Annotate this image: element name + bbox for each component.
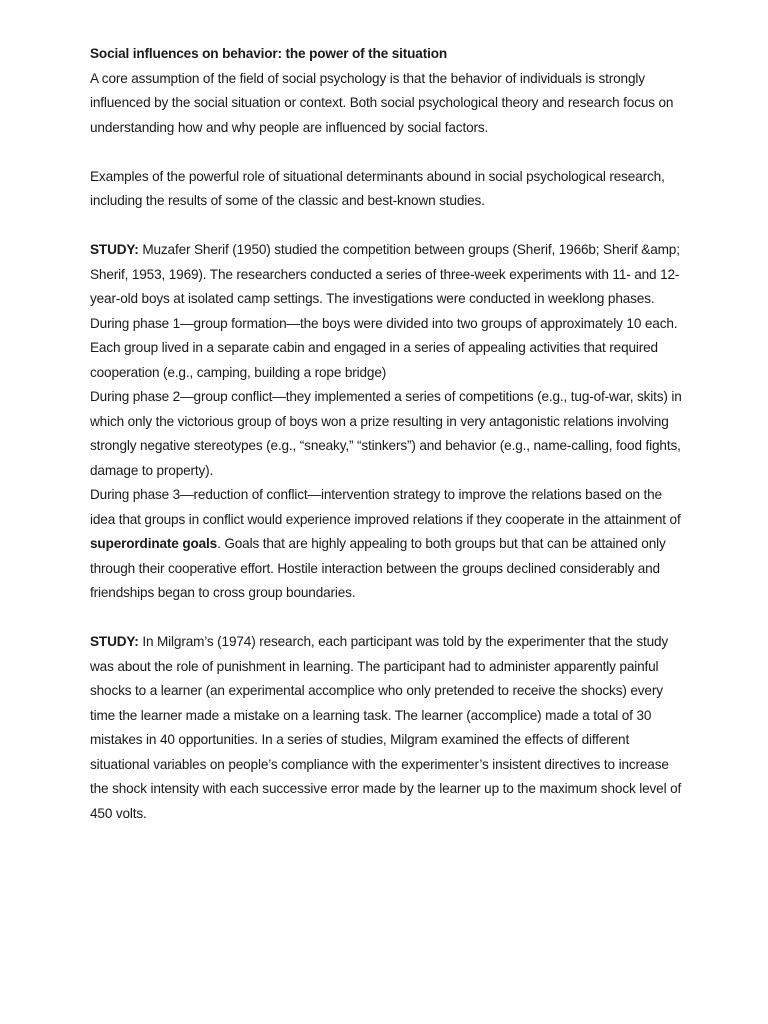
phase-3-paragraph (90, 483, 690, 606)
superordinate-goals-term: superordinate goals (90, 536, 218, 551)
phase-3-text-continued: . Goals that are highly appealing to both groups but that can be attained only through their cooperative effort. Hostile interaction between the groups declined considerably and friendships began to cross group boundaries. (90, 536, 666, 600)
paragraph-spacer (90, 140, 690, 165)
study-label: STUDY: (90, 242, 139, 257)
study-sherif-text: Muzafer Sherif (1950) studied the competition between groups (Sherif, 1966b; Sherif &amp; Sherif, 1953, 1969). The researchers conducted a series of three-week experiments with 11- and 12-year-old boys at isolated camp settings. The investigations were conducted in weeklong phases. (90, 242, 680, 306)
paragraph-spacer (90, 606, 690, 631)
study-milgram-paragraph (90, 630, 690, 826)
examples-paragraph: Examples of the powerful role of situational determinants abound in social psychological research, including the results of some of the classic and best-known studies. (90, 168, 665, 208)
phase-2-paragraph: During phase 2—group conflict—they implemented a series of competitions (e.g., tug-of-war, skits) in which only the victorious group of boys won a prize resulting in very antagonistic relations involving strongly negative stereotypes (e.g., “sneaky,” “stinkers”) and behavior (e.g., name-calling, food fights, damage to property). (90, 389, 682, 478)
phase-3-text: During phase 3—reduction of conflict—intervention strategy to improve the relations based on the idea that groups in conflict would experience improved relations if they cooperate in the attainment of (90, 487, 681, 527)
document-page (90, 42, 690, 826)
paragraph-spacer (90, 214, 690, 239)
phase-1-paragraph: During phase 1—group formation—the boys were divided into two groups of approximately 10 each. Each group lived in a separate cabin and engaged in a series of appealing activities that required cooperation (e.g., camping, building a rope bridge) (90, 315, 678, 380)
intro-paragraph: A core assumption of the field of social psychology is that the behavior of individuals is strongly influenced by the social situation or context. Both social psychological theory and research focus on understanding how and why people are influenced by social factors. (90, 70, 674, 135)
study-milgram-text: In Milgram’s (1974) research, each participant was told by the experimenter that the study was about the role of punishment in learning. The participant had to administer apparently painful shocks to a learner (an experimental accomplice who only pretended to receive the shocks) every time the learner made a mistake on a learning task. The learner (accomplice) made a total of 30 mistakes in 40 opportunities. In a series of studies, Milgram examined the effects of different situational variables on people’s compliance with the experimenter’s insistent directives to increase the shock intensity with each successive error made by the learner up to the maximum shock level of 450 volts. (90, 634, 682, 821)
study-sherif-paragraph (90, 238, 690, 312)
document-title: Social influences on behavior: the power of the situation (90, 46, 448, 61)
study-label: STUDY: (90, 634, 139, 649)
